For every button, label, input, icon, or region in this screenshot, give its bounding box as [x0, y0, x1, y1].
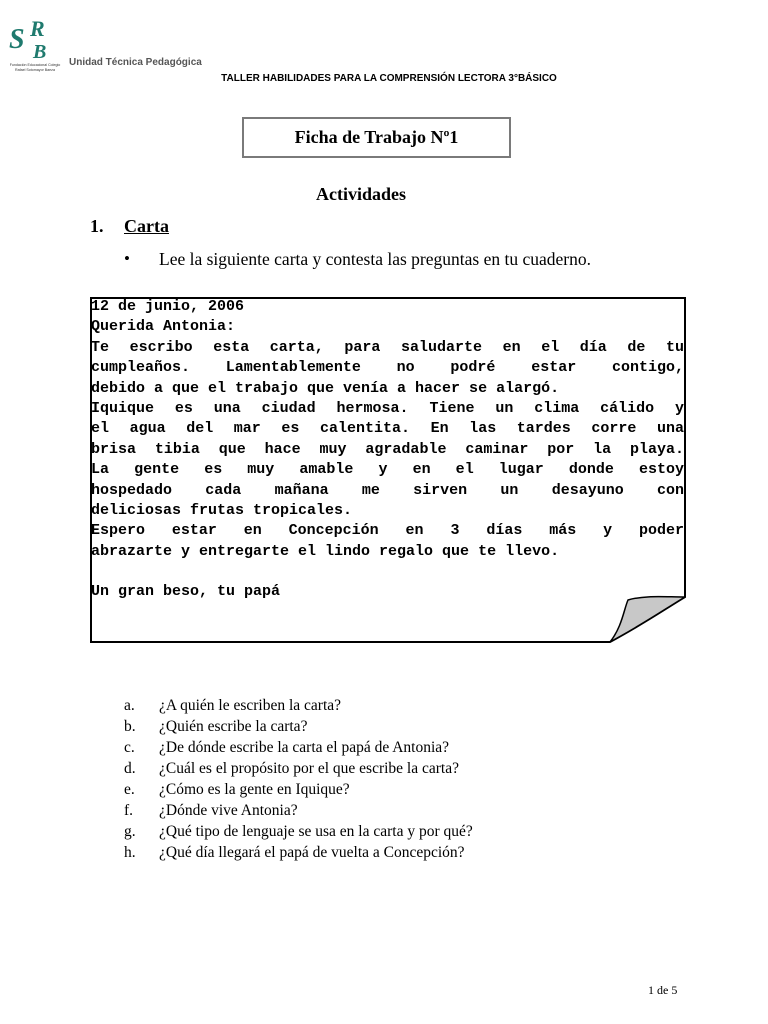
question-text: ¿Dónde vive Antonia? — [159, 802, 298, 819]
letter-line: La gente es muy amable y en el lugar donde estoy — [91, 461, 684, 479]
letter-line: deliciosas frutas tropicales. — [91, 501, 353, 519]
instruction-text: Lee la siguiente carta y contesta las preguntas en tu cuaderno. — [159, 249, 591, 269]
question-letter: h. — [124, 844, 136, 861]
question-text: ¿Cómo es la gente en Iquique? — [159, 781, 350, 798]
letter-line: Espero estar en Concepción en 3 días más y poder — [91, 522, 684, 540]
question-text: ¿Cuál es el propósito por el que escribe la carta? — [159, 760, 459, 777]
letter-line: cumpleaños. Lamentablemente no podré estar contigo, — [91, 359, 684, 377]
logo-letter-r: R — [30, 16, 45, 41]
letter-box — [90, 297, 686, 643]
workshop-title: TALLER HABILIDADES PARA LA COMPRENSIÓN LECTORA 3°BÁSICO — [221, 73, 557, 84]
letter-line: Iquique es una ciudad hermosa. Tiene un clima cálido y — [91, 399, 684, 417]
question-text: ¿Qué tipo de lenguaje se usa en la carta y por qué? — [159, 823, 473, 840]
question-letter: e. — [124, 781, 135, 798]
worksheet-title-box — [242, 117, 511, 158]
letter-greeting: Querida Antonia: — [91, 318, 236, 336]
letter-line: hospedado cada mañana me sirven un desayuno con — [91, 481, 684, 499]
activities-heading: Actividades — [316, 184, 406, 204]
letter-line: abrazarte y entregarte el lindo regalo que te llevo. — [91, 542, 560, 560]
question-text: ¿Qué día llegará el papá de vuelta a Concepción? — [159, 844, 465, 861]
worksheet-title: Ficha de Trabajo Nº1 — [294, 127, 459, 147]
letter-body — [91, 297, 684, 603]
letter-blank-line — [91, 562, 684, 582]
unit-label: Unidad Técnica Pedagógica — [69, 57, 202, 68]
letter-line: debido a que el trabajo que venía a hacer se alargó. — [91, 379, 560, 397]
question-text: ¿De dónde escribe la carta el papá de Antonia? — [159, 739, 450, 756]
logo-caption-line1: Fundación Educacional Colegio — [9, 63, 61, 67]
question-letter: g. — [124, 823, 136, 840]
logo-letter-b: B — [33, 41, 47, 63]
question-text: ¿A quién le escriben la carta? — [159, 697, 342, 714]
school-logo — [6, 14, 64, 76]
question-letter: b. — [124, 718, 136, 735]
page-number: 1 de 5 — [648, 983, 678, 997]
logo-letter-s: S — [9, 24, 25, 55]
letter-line: Te escribo esta carta, para saludarte en el día de tu — [91, 338, 684, 356]
logo-caption-line2: Rafael Sotomayor Baeza — [15, 68, 55, 72]
letter-line: brisa tibia que hace muy agradable caminar por la playa. — [91, 440, 684, 458]
question-letter: a. — [124, 697, 135, 714]
section-number: 1. — [90, 216, 104, 236]
bullet-icon: • — [124, 249, 130, 268]
letter-date: 12 de junio, 2006 — [91, 298, 245, 315]
question-letter: f. — [124, 802, 134, 819]
question-letter: d. — [124, 760, 136, 777]
letter-signature: Un gran beso, tu papá — [91, 583, 281, 601]
section-title: Carta — [124, 216, 169, 236]
letter-line: el agua del mar es calentita. En las tardes corre una — [91, 420, 684, 438]
question-letter: c. — [124, 739, 135, 756]
question-text: ¿Quién escribe la carta? — [159, 718, 308, 735]
